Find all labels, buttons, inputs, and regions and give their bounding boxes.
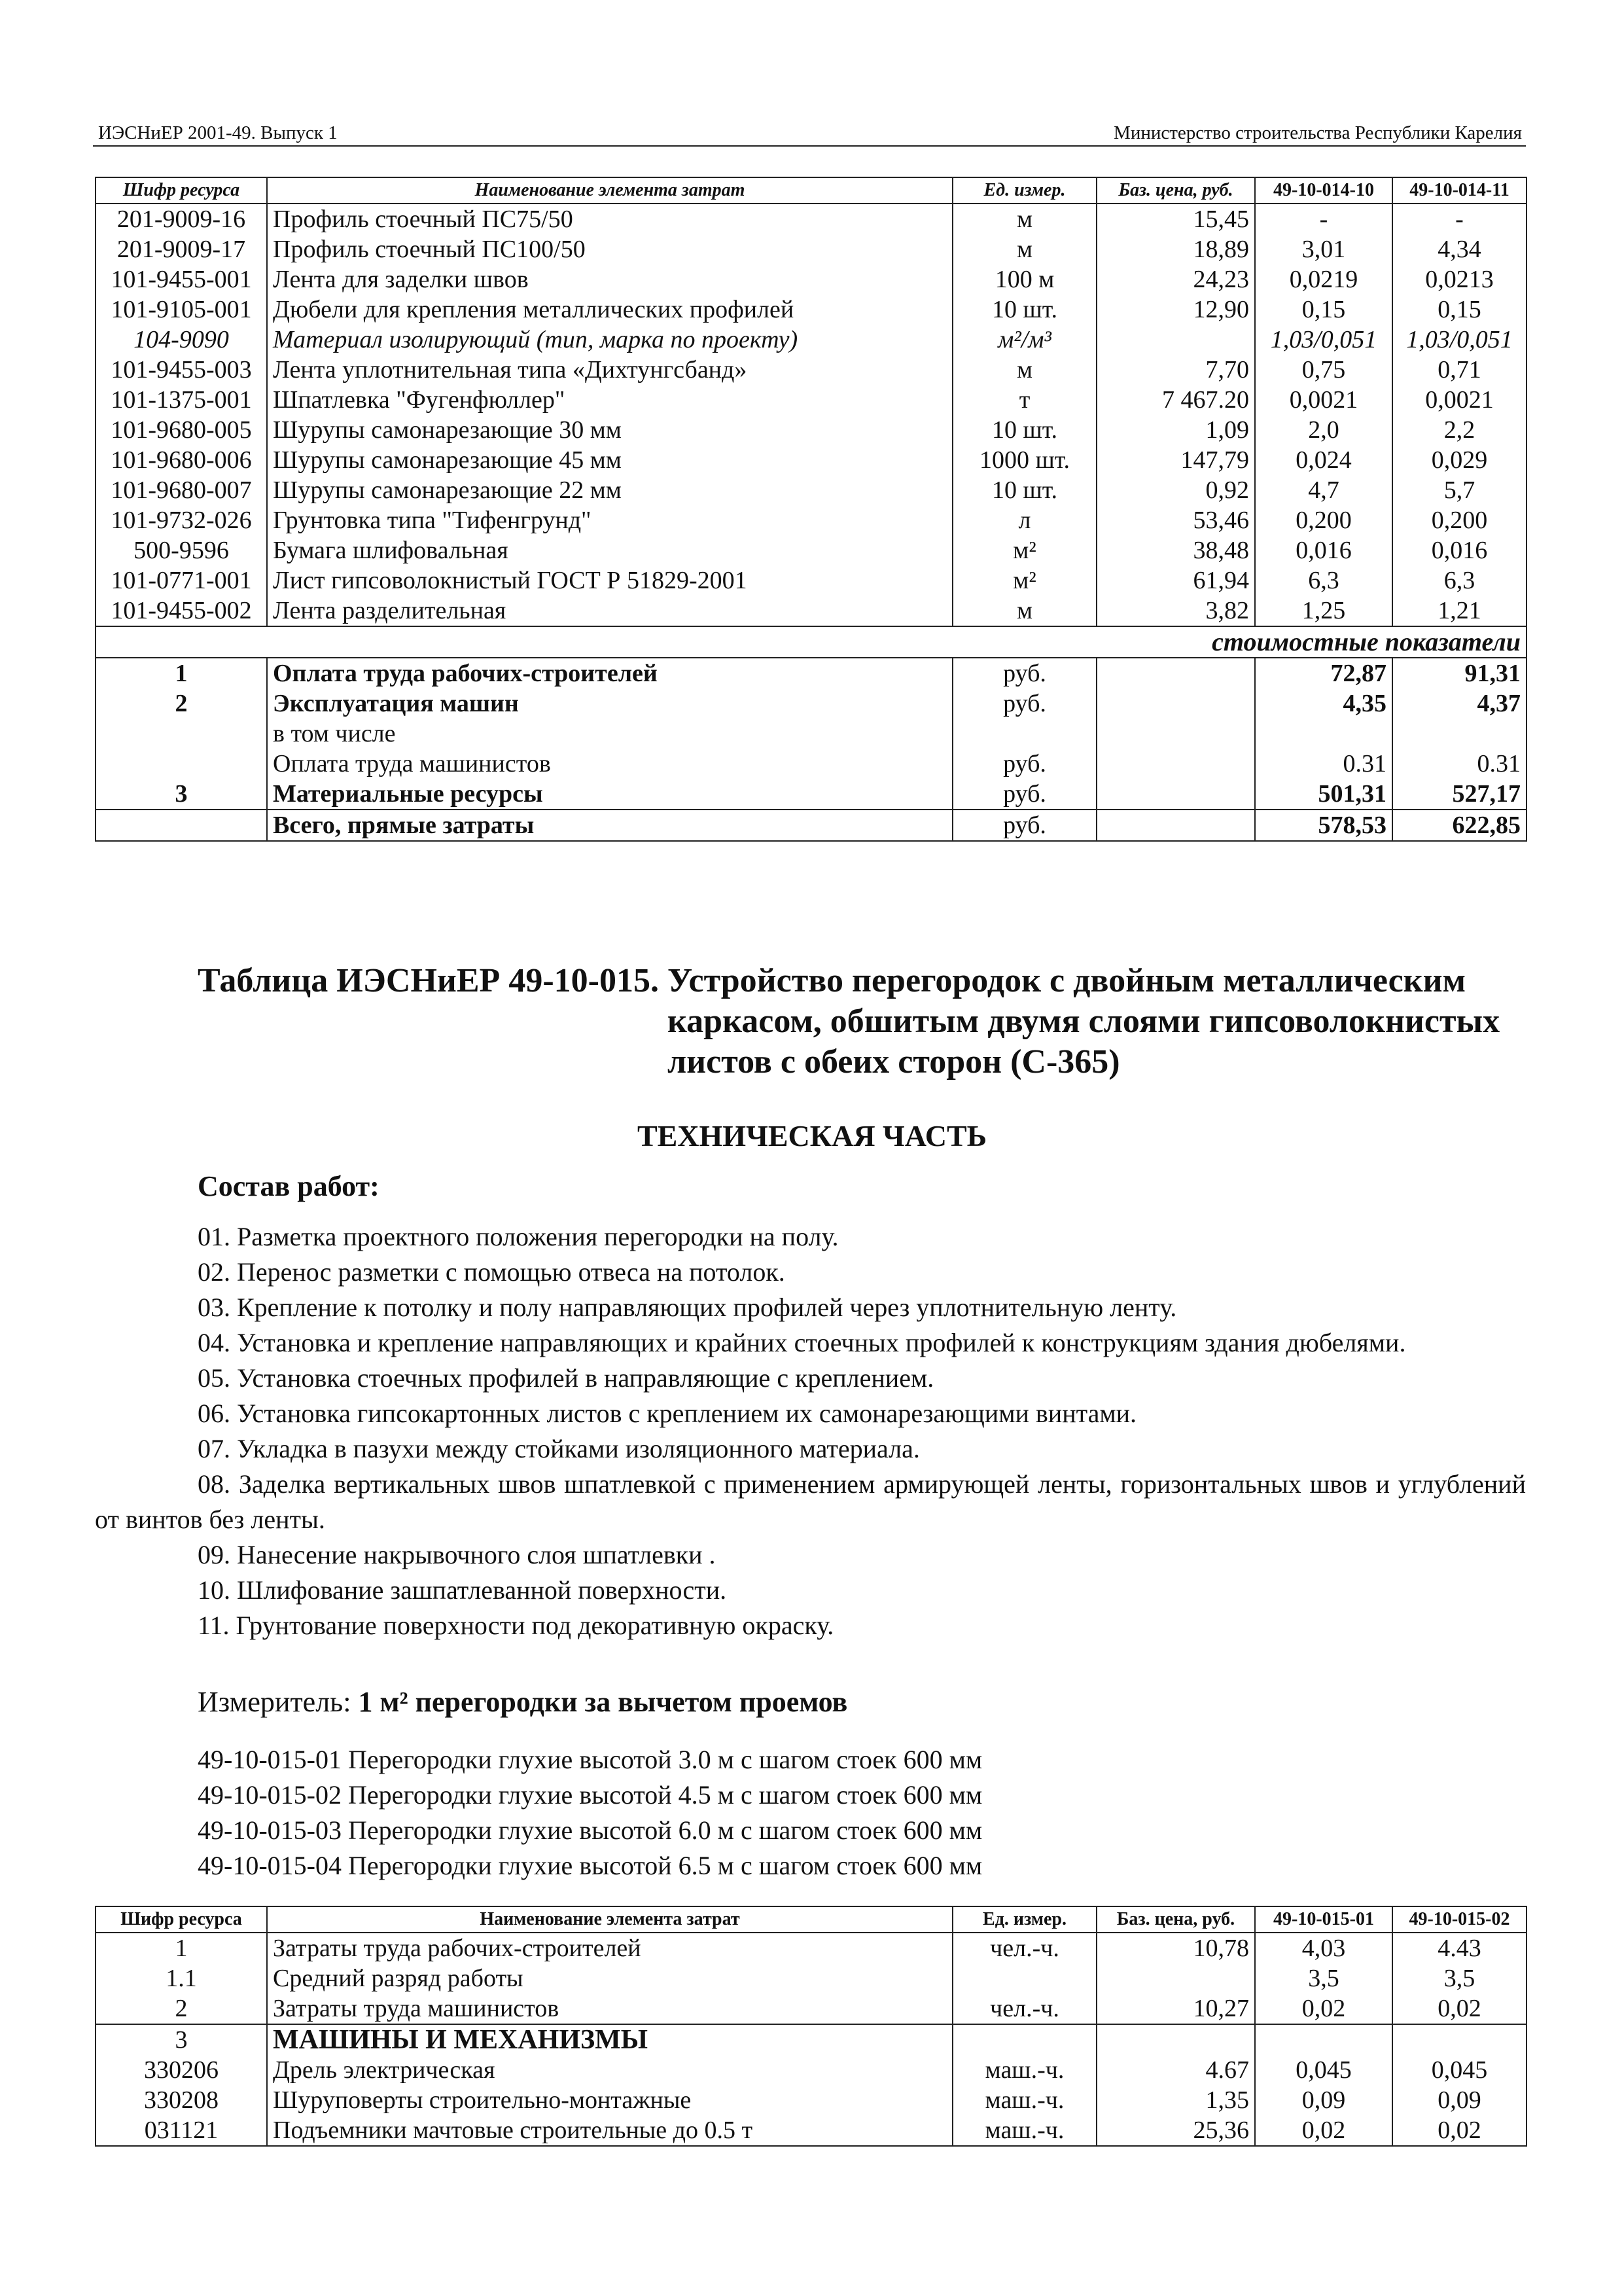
total-row — [96, 810, 1527, 841]
cell-code — [96, 810, 267, 841]
cell-unit: м² — [953, 535, 1097, 565]
cell-code: 500-9596 — [96, 535, 267, 565]
cell-unit: м — [953, 355, 1097, 385]
cost-row — [96, 749, 1527, 779]
cell-value-2: 4,37 — [1392, 688, 1527, 719]
cell-value-1: 1,03/0,051 — [1255, 325, 1392, 355]
cell-name: Эксплуатация машин — [267, 688, 953, 719]
resource-table-1 — [95, 177, 1527, 842]
cell-unit — [953, 2024, 1097, 2055]
cell-unit — [953, 1963, 1097, 1993]
table-row — [96, 505, 1527, 535]
cell-value-1: 6,3 — [1255, 565, 1392, 596]
cell-code: 031121 — [96, 2115, 267, 2146]
cell-code: 101-9455-002 — [96, 596, 267, 626]
cell-price: 15,45 — [1097, 204, 1255, 234]
title-line-2: каркасом, обшитым двумя слоями гипсоволокнистых — [667, 1003, 1500, 1040]
cell-value-2: 527,17 — [1392, 779, 1527, 810]
cell-value-1: 4,7 — [1255, 475, 1392, 505]
cell-unit: маш.-ч. — [953, 2085, 1097, 2115]
cell-value-1: - — [1255, 204, 1392, 234]
work-item: 03. Крепление к потолку и полу направляющих профилей через уплотнительную ленту. — [198, 1293, 1177, 1322]
header-col1: 49-10-014-10 — [1255, 177, 1392, 204]
cell-code: 3 — [96, 779, 267, 810]
cell-value-2: 1,03/0,051 — [1392, 325, 1527, 355]
cell-name: Средний разряд работы — [267, 1963, 953, 1993]
header-code: Шифр ресурса — [96, 177, 267, 204]
cell-value-2: 0,0213 — [1392, 264, 1527, 295]
cell-value-2: 0,09 — [1392, 2085, 1527, 2115]
cell-price: 53,46 — [1097, 505, 1255, 535]
cell-name: в том числе — [267, 719, 953, 749]
header-col1: 49-10-015-01 — [1255, 1906, 1392, 1933]
cell-code — [96, 749, 267, 779]
cell-unit: т — [953, 385, 1097, 415]
variants-list — [198, 1742, 982, 1884]
cell-value-1: 0,02 — [1255, 2115, 1392, 2146]
cell-unit: 10 шт. — [953, 295, 1097, 325]
cell-name: Оплата труда машинистов — [267, 749, 953, 779]
cell-value-1: 1,25 — [1255, 596, 1392, 626]
work-item: 04. Установка и крепление направляющих и крайних стоечных профилей к конструкциям здания дюбелями. — [198, 1328, 1406, 1357]
table-header-row — [96, 1906, 1527, 1933]
cell-code: 3 — [96, 2024, 267, 2055]
cost-row — [96, 719, 1527, 749]
cell-unit: м²/м³ — [953, 325, 1097, 355]
cell-value-2: 0,15 — [1392, 295, 1527, 325]
cell-price: 4.67 — [1097, 2055, 1255, 2085]
table-row — [96, 385, 1527, 415]
cell-unit: чел.-ч. — [953, 1993, 1097, 2024]
table-row — [96, 565, 1527, 596]
cell-unit: руб. — [953, 779, 1097, 810]
cell-value-2 — [1392, 719, 1527, 749]
composition-label: Состав работ: — [198, 1170, 380, 1202]
cell-unit: чел.-ч. — [953, 1933, 1097, 1963]
work-item: 08. Заделка вертикальных швов шпатлевкой с применением армирующей ленты, горизонтальных швов и углублений от винтов без ленты. — [95, 1469, 1526, 1534]
cell-price: 0,92 — [1097, 475, 1255, 505]
cell-unit: м — [953, 596, 1097, 626]
cell-name: Грунтовка типа "Тифенгрунд" — [267, 505, 953, 535]
cell-code: 101-1375-001 — [96, 385, 267, 415]
title-line-1: Таблица ИЭСНиЕР 49-10-015. Устройство перегородок с двойным металлическим — [198, 962, 1466, 999]
cell-code: 201-9009-17 — [96, 234, 267, 264]
table-row — [96, 295, 1527, 325]
cell-code: 2 — [96, 688, 267, 719]
title-line-3: листов с обеих сторон (С-365) — [667, 1043, 1120, 1080]
cell-value-1: 3,01 — [1255, 234, 1392, 264]
cell-name: Шуруповерты строительно-монтажные — [267, 2085, 953, 2115]
resource-table-2 — [95, 1906, 1527, 2147]
work-item: 07. Укладка в пазухи между стойками изоляционного материала. — [198, 1434, 920, 1463]
cell-value-2: - — [1392, 204, 1527, 234]
table-row — [96, 2085, 1527, 2115]
cell-price: 1,09 — [1097, 415, 1255, 445]
cell-name: Шпатлевка "Фугенфюллер" — [267, 385, 953, 415]
table-row — [96, 445, 1527, 475]
table-row — [96, 475, 1527, 505]
cell-name: Шурупы самонарезающие 30 мм — [267, 415, 953, 445]
cell-code: 101-9680-007 — [96, 475, 267, 505]
work-item: 06. Установка гипсокартонных листов с креплением их самонарезающими винтами. — [198, 1399, 1137, 1428]
cell-unit — [953, 719, 1097, 749]
table-row — [96, 234, 1527, 264]
cell-value-1: 0,75 — [1255, 355, 1392, 385]
work-item: 09. Нанесение накрывочного слоя шпатлевки . — [198, 1540, 716, 1569]
meter-value-text: 1 м² перегородки за вычетом проемов — [358, 1686, 848, 1718]
page-header — [93, 119, 1526, 147]
table-row — [96, 264, 1527, 295]
cell-price: 61,94 — [1097, 565, 1255, 596]
cell-value-2: 0,02 — [1392, 1993, 1527, 2024]
table-row — [96, 1933, 1527, 1963]
header-price: Баз. цена, руб. — [1097, 177, 1255, 204]
cell-value-1: 501,31 — [1255, 779, 1392, 810]
cell-name: Профиль стоечный ПС100/50 — [267, 234, 953, 264]
cell-name: Дюбели для крепления металлических профилей — [267, 295, 953, 325]
total-value-2: 622,85 — [1392, 810, 1527, 841]
table-row — [96, 2055, 1527, 2085]
band-label: стоимостные показатели — [96, 626, 1527, 658]
cost-row — [96, 688, 1527, 719]
meter-label: Измеритель: — [198, 1686, 359, 1718]
cell-value-2: 5,7 — [1392, 475, 1527, 505]
header-col2: 49-10-014-11 — [1392, 177, 1527, 204]
table-row — [96, 415, 1527, 445]
header-name: Наименование элемента затрат — [267, 1906, 953, 1933]
variant-item: 49-10-015-04 Перегородки глухие высотой 6.5 м с шагом стоек 600 мм — [198, 1851, 983, 1880]
cell-price: 7,70 — [1097, 355, 1255, 385]
cell-value-1: 0,016 — [1255, 535, 1392, 565]
cell-value-1: 0,02 — [1255, 1993, 1392, 2024]
cell-value-1: 0,0219 — [1255, 264, 1392, 295]
table-row — [96, 204, 1527, 234]
header-left: ИЭСНиЕР 2001-49. Выпуск 1 — [98, 122, 338, 143]
cell-unit: руб. — [953, 810, 1097, 841]
cell-value-2: 0,029 — [1392, 445, 1527, 475]
cell-code: 101-9455-001 — [96, 264, 267, 295]
cell-price: 25,36 — [1097, 2115, 1255, 2146]
cell-price — [1097, 325, 1255, 355]
cell-value-2: 0,02 — [1392, 2115, 1527, 2146]
cell-code: 2 — [96, 1993, 267, 2024]
cell-value-1: 72,87 — [1255, 658, 1392, 688]
cell-unit: л — [953, 505, 1097, 535]
cell-code — [96, 719, 267, 749]
cell-price — [1097, 719, 1255, 749]
cell-value-2 — [1392, 2024, 1527, 2055]
cell-code: 101-9105-001 — [96, 295, 267, 325]
header-code: Шифр ресурса — [96, 1906, 267, 1933]
header-right: Министерство строительства Республики Карелия — [1114, 122, 1522, 143]
meter-line — [198, 1684, 847, 1721]
cell-value-2: 4,34 — [1392, 234, 1527, 264]
cell-name: Оплата труда рабочих-строителей — [267, 658, 953, 688]
cell-code: 101-0771-001 — [96, 565, 267, 596]
cell-name: Бумага шлифовальная — [267, 535, 953, 565]
cell-value-1: 3,5 — [1255, 1963, 1392, 1993]
cell-unit: м — [953, 234, 1097, 264]
cell-name: Материальные ресурсы — [267, 779, 953, 810]
cell-name: МАШИНЫ И МЕХАНИЗМЫ — [267, 2024, 953, 2055]
meter-value — [358, 1686, 847, 1718]
cell-name: Шурупы самонарезающие 22 мм — [267, 475, 953, 505]
work-item: 11. Грунтование поверхности под декоративную окраску. — [198, 1611, 834, 1640]
cell-name: Лента для заделки швов — [267, 264, 953, 295]
cell-price — [1097, 658, 1255, 688]
cell-price — [1097, 749, 1255, 779]
cell-unit: руб. — [953, 749, 1097, 779]
cell-price: 1,35 — [1097, 2085, 1255, 2115]
cell-value-2: 0,016 — [1392, 535, 1527, 565]
cell-unit: 1000 шт. — [953, 445, 1097, 475]
cost-row — [96, 658, 1527, 688]
work-item: 10. Шлифование зашпатлеванной поверхности. — [198, 1575, 727, 1605]
cell-value-1: 0,0021 — [1255, 385, 1392, 415]
cell-value-2: 0,71 — [1392, 355, 1527, 385]
cell-price: 38,48 — [1097, 535, 1255, 565]
cell-price: 12,90 — [1097, 295, 1255, 325]
cell-price — [1097, 779, 1255, 810]
cell-unit: 10 шт. — [953, 475, 1097, 505]
cell-value-1: 2,0 — [1255, 415, 1392, 445]
variant-item: 49-10-015-03 Перегородки глухие высотой 6.0 м с шагом стоек 600 мм — [198, 1815, 983, 1845]
tech-part-heading: ТЕХНИЧЕСКАЯ ЧАСТЬ — [637, 1119, 987, 1152]
cell-code: 1 — [96, 658, 267, 688]
work-item: 05. Установка стоечных профилей в направляющие с креплением. — [198, 1363, 934, 1393]
cell-value-1: 4,35 — [1255, 688, 1392, 719]
header-col2: 49-10-015-02 — [1392, 1906, 1527, 1933]
cell-code: 1.1 — [96, 1963, 267, 1993]
cell-name: Профиль стоечный ПС75/50 — [267, 204, 953, 234]
cell-value-2: 4.43 — [1392, 1933, 1527, 1963]
cell-code: 330206 — [96, 2055, 267, 2085]
cost-row — [96, 779, 1527, 810]
cell-price: 10,27 — [1097, 1993, 1255, 2024]
cell-price: 24,23 — [1097, 264, 1255, 295]
cell-value-1: 0,15 — [1255, 295, 1392, 325]
variant-item: 49-10-015-02 Перегородки глухие высотой 4.5 м с шагом стоек 600 мм — [198, 1780, 983, 1810]
cell-name: Материал изолирующий (тип, марка по проекту) — [267, 325, 953, 355]
cell-code: 104-9090 — [96, 325, 267, 355]
cell-value-1: 0,09 — [1255, 2085, 1392, 2115]
header-name: Наименование элемента затрат — [267, 177, 953, 204]
cell-name: Затраты труда рабочих-строителей — [267, 1933, 953, 1963]
cell-unit: м² — [953, 565, 1097, 596]
cell-code: 101-9680-006 — [96, 445, 267, 475]
cell-price: 147,79 — [1097, 445, 1255, 475]
cell-value-2: 0,200 — [1392, 505, 1527, 535]
cell-value-1: 0,045 — [1255, 2055, 1392, 2085]
total-value-1: 578,53 — [1255, 810, 1392, 841]
cell-value-2: 2,2 — [1392, 415, 1527, 445]
header-price: Баз. цена, руб. — [1097, 1906, 1255, 1933]
cell-name: Дрель электрическая — [267, 2055, 953, 2085]
cell-unit: руб. — [953, 658, 1097, 688]
cell-price: 10,78 — [1097, 1933, 1255, 1963]
cell-name: Лист гипсоволокнистый ГОСТ Р 51829-2001 — [267, 565, 953, 596]
cell-unit: 100 м — [953, 264, 1097, 295]
cell-code: 101-9732-026 — [96, 505, 267, 535]
cell-code: 201-9009-16 — [96, 204, 267, 234]
cell-value-1: 0,200 — [1255, 505, 1392, 535]
variant-item: 49-10-015-01 Перегородки глухие высотой 3.0 м с шагом стоек 600 мм — [198, 1745, 983, 1774]
cell-value-2: 0,045 — [1392, 2055, 1527, 2085]
total-label: Всего, прямые затраты — [267, 810, 953, 841]
work-item: 01. Разметка проектного положения перегородки на полу. — [198, 1222, 839, 1251]
table-row — [96, 355, 1527, 385]
cell-value-2: 3,5 — [1392, 1963, 1527, 1993]
works-list — [95, 1219, 1526, 1643]
work-item: 02. Перенос разметки с помощью отвеса на потолок. — [198, 1257, 785, 1287]
cell-name: Подъемники мачтовые строительные до 0.5 т — [267, 2115, 953, 2146]
cell-price — [1097, 810, 1255, 841]
cell-price: 3,82 — [1097, 596, 1255, 626]
cell-code: 1 — [96, 1933, 267, 1963]
cell-price: 7 467.20 — [1097, 385, 1255, 415]
cell-value-1 — [1255, 2024, 1392, 2055]
band-row — [96, 626, 1527, 658]
cell-price — [1097, 2024, 1255, 2055]
table-row — [96, 2024, 1527, 2055]
cell-unit: руб. — [953, 688, 1097, 719]
cell-unit: маш.-ч. — [953, 2115, 1097, 2146]
table-row — [96, 1963, 1527, 1993]
cell-code: 101-9680-005 — [96, 415, 267, 445]
table-row — [96, 325, 1527, 355]
cell-unit: маш.-ч. — [953, 2055, 1097, 2085]
cell-value-2: 0.31 — [1392, 749, 1527, 779]
table-row — [96, 1993, 1527, 2024]
table-header-row — [96, 177, 1527, 204]
header-unit: Ед. измер. — [953, 177, 1097, 204]
table-row — [96, 535, 1527, 565]
cell-code: 330208 — [96, 2085, 267, 2115]
cell-value-2: 0,0021 — [1392, 385, 1527, 415]
cell-value-1: 4,03 — [1255, 1933, 1392, 1963]
cell-value-2: 91,31 — [1392, 658, 1527, 688]
cell-name: Лента разделительная — [267, 596, 953, 626]
cell-name: Затраты труда машинистов — [267, 1993, 953, 2024]
cell-name: Лента уплотнительная типа «Дихтунгсбанд» — [267, 355, 953, 385]
table-row — [96, 596, 1527, 626]
cell-price — [1097, 688, 1255, 719]
cell-price — [1097, 1963, 1255, 1993]
cell-price: 18,89 — [1097, 234, 1255, 264]
table-row — [96, 2115, 1527, 2146]
cell-value-2: 6,3 — [1392, 565, 1527, 596]
cell-value-2: 1,21 — [1392, 596, 1527, 626]
section-title — [198, 961, 1506, 1082]
cell-value-1 — [1255, 719, 1392, 749]
header-unit: Ед. измер. — [953, 1906, 1097, 1933]
cell-value-1: 0,024 — [1255, 445, 1392, 475]
cell-unit: м — [953, 204, 1097, 234]
cell-value-1: 0.31 — [1255, 749, 1392, 779]
cell-code: 101-9455-003 — [96, 355, 267, 385]
cell-unit: 10 шт. — [953, 415, 1097, 445]
cell-name: Шурупы самонарезающие 45 мм — [267, 445, 953, 475]
